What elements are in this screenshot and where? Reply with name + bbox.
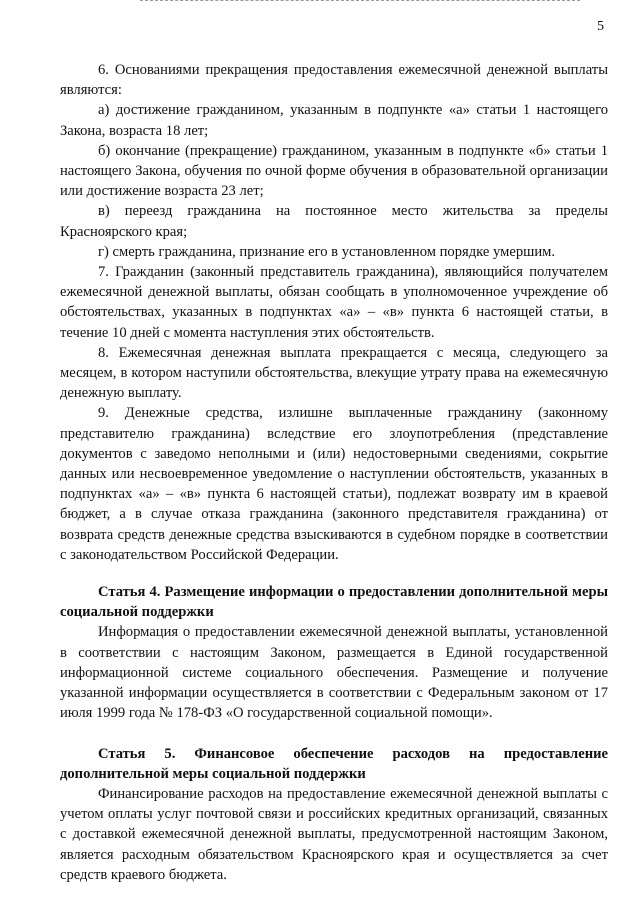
paragraph-6-intro: 6. Основаниями прекращения предоставления ежемесячной денежной выплаты являются: [60, 62, 608, 99]
paragraph-7: 7. Гражданин (законный представитель гражданина), являющийся получателем ежемесячной денежной выплаты, обязан сообщать в уполномоченное учреждение об обстоятельствах, указанных в подпунктах «а» – «в» пункта 6 настоящей статьи, в течение 10 дней с момента наступления этих обстоятельств. [60, 264, 608, 341]
article-4-heading: Статья 4. Размещение информации о предоставлении дополнительной меры социальной поддержки [60, 584, 608, 621]
paragraph-6-item-g: г) смерть гражданина, признание его в установленном порядке умершим. [98, 243, 556, 260]
page-number: 5 [597, 19, 604, 34]
paragraph-6-item-a: а) достижение гражданином, указанным в подпункте «а» статьи 1 настоящего Закона, возраста 18 лет; [60, 102, 608, 139]
article-4-text: Информация о предоставлении ежемесячной денежной выплаты, установленной в соответствии с настоящим Законом, размещается в Единой государственной информационной системе социального обеспечения. Размещение и получение указанной информации осуществляется в соответствии с Федеральным законом от 17 июля 1999 года № 178-ФЗ «О государственной социальной помощи». [60, 624, 608, 722]
article-5-heading: Статья 5. Финансовое обеспечение расходов на предоставление дополнительной меры социальной поддержки [60, 745, 608, 782]
scan-top-edge [140, 0, 580, 3]
paragraph-8: 8. Ежемесячная денежная выплата прекращается с месяца, следующего за месяцем, в котором наступили обстоятельства, влекущие утрату права на ежемесячную денежную выплату. [60, 344, 608, 402]
paragraph-6-item-b: б) окончание (прекращение) гражданином, указанным в подпункте «б» статьи 1 настоящего Закона, обучения по очной форме обучения в образовательной организации или достижение возраста 23 лет; [60, 142, 608, 200]
article-5-text: Финансирование расходов на предоставление ежемесячной денежной выплаты с учетом оплаты услуг почтовой связи и российских кредитных организаций, связанных с доставкой ежемесячной денежной выплаты, предусмотренной настоящим Законом, является расходным обязательством Красноярского края и осуществляется за счет средств краевого бюджета. [60, 785, 608, 883]
document-body [60, 60, 608, 885]
paragraph-6-item-v: в) переезд гражданина на постоянное место жительства за пределы Красноярского края; [60, 203, 608, 240]
paragraph-9: 9. Денежные средства, излишне выплаченные гражданину (законному представителю гражданина) вследствие его злоупотребления (представление документов с заведомо неполными и (или) недостоверными сведениями, сокрытие данных или несвоевременное уведомление о наступлении обстоятельств, указанных в подпунктах «а» – «в» пункта 6 настоящей статьи), подлежат возврату им в краевой бюджет, а в случае отказа гражданина (законного представителя гражданина) от возврата средств денежные средства взыскиваются в судебном порядке в соответствии с законодательством Российской Федерации. [60, 405, 608, 563]
